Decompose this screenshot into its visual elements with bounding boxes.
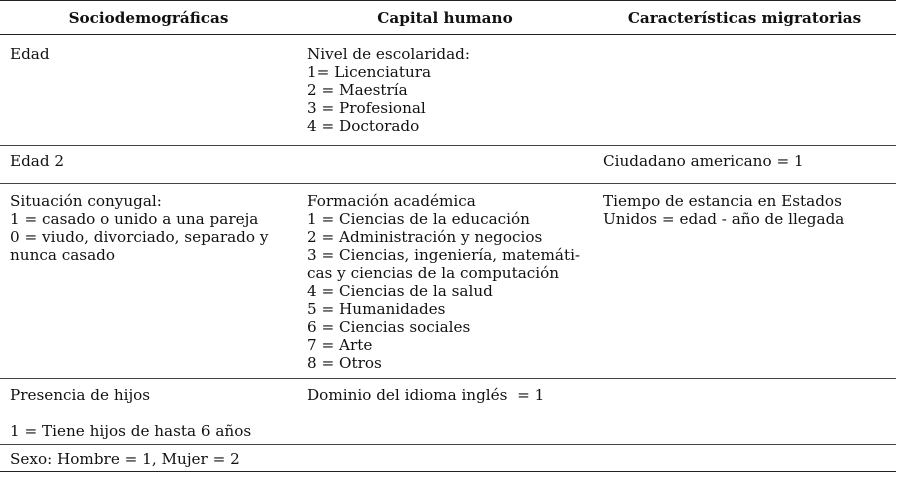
- cell-line: 8 = Otros: [307, 354, 382, 372]
- table-row: [0, 445, 896, 472]
- cell-line: 2 = Maestría: [307, 81, 408, 99]
- cell-migratory: [593, 445, 896, 472]
- cell-line: Situación conyugal:: [10, 192, 162, 210]
- cell-line: Ciudadano americano = 1: [603, 152, 804, 170]
- cell-line: Tiempo de estancia en Estados: [603, 192, 842, 210]
- cell-human-capital: [297, 445, 593, 472]
- cell-line: 2 = Administración y negocios: [307, 228, 543, 246]
- line-gap: [10, 404, 289, 422]
- cell-migratory: [593, 379, 896, 445]
- cell-line: Edad: [10, 45, 50, 63]
- cell-line: Formación académica: [307, 192, 476, 210]
- cell-line: Nivel de escolaridad:: [307, 45, 471, 63]
- cell-line: Unidos = edad - año de llegada: [603, 210, 845, 228]
- cell-line: 1 = casado o unido a una pareja: [10, 210, 259, 228]
- cell-migratory: [593, 184, 896, 379]
- cell-sociodemographic: [0, 146, 297, 184]
- cell-line: 0 = viudo, divorciado, separado y: [10, 228, 269, 246]
- table-row: [0, 379, 896, 445]
- cell-migratory: [593, 35, 896, 146]
- cell-sociodemographic: [0, 445, 297, 472]
- header-sociodemographic: Sociodemográficas: [0, 1, 297, 35]
- cell-line: Edad 2: [10, 152, 65, 170]
- cell-line: 4 = Ciencias de la salud: [307, 282, 493, 300]
- cell-line: 5 = Humanidades: [307, 300, 446, 318]
- cell-line: 7 = Arte: [307, 336, 373, 354]
- cell-line: 3 = Profesional: [307, 99, 426, 117]
- header-migratory-characteristics: Características migratorias: [593, 1, 896, 35]
- cell-sociodemographic: [0, 184, 297, 379]
- cell-human-capital: [297, 35, 593, 146]
- cell-line: 1= Licenciatura: [307, 63, 432, 81]
- table-row: [0, 35, 896, 146]
- cell-migratory: [593, 146, 896, 184]
- cell-line: Dominio del idioma inglés = 1: [307, 386, 545, 404]
- cell-line: 3 = Ciencias, ingeniería, matemáti-: [307, 246, 581, 264]
- cell-line: 4 = Doctorado: [307, 117, 420, 135]
- table-row: [0, 184, 896, 379]
- cell-human-capital: [297, 146, 593, 184]
- cell-sociodemographic: [0, 379, 297, 445]
- cell-human-capital: [297, 184, 593, 379]
- cell-line: nunca casado: [10, 246, 116, 264]
- cell-line: Presencia de hijos: [10, 386, 151, 404]
- cell-human-capital: [297, 379, 593, 445]
- table-row: [0, 146, 896, 184]
- cell-sociodemographic: [0, 35, 297, 146]
- cell-line: 1 = Ciencias de la educación: [307, 210, 530, 228]
- header-human-capital: Capital humano: [297, 1, 593, 35]
- cell-line: cas y ciencias de la computación: [307, 264, 560, 282]
- cell-line: 6 = Ciencias sociales: [307, 318, 471, 336]
- header-row: [0, 1, 896, 35]
- cell-line: Sexo: Hombre = 1, Mujer = 2: [10, 450, 240, 468]
- cell-line: 1 = Tiene hijos de hasta 6 años: [10, 422, 252, 440]
